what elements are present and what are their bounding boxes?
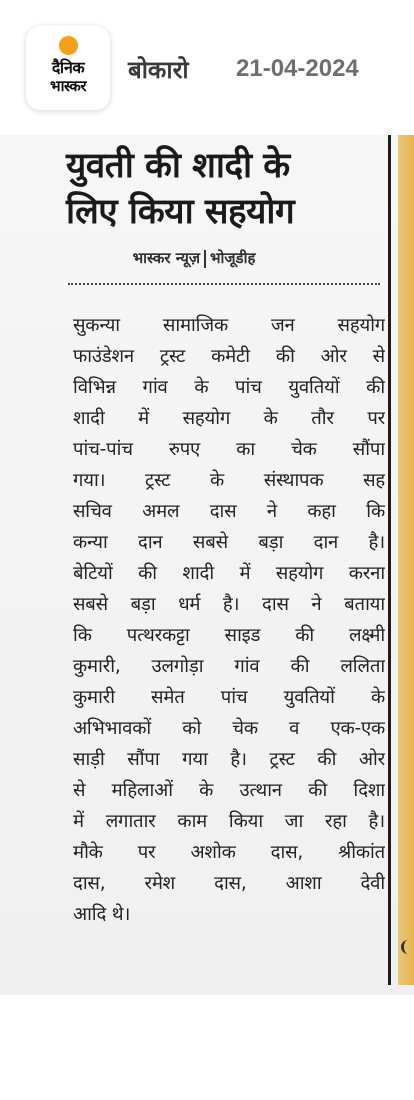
adjacent-column-glyph bbox=[401, 940, 414, 954]
body-line: कुमारी समेत पांच युवतियों के bbox=[73, 687, 385, 708]
byline-source: भास्कर न्यूज़ bbox=[132, 249, 200, 267]
body-line: कुमारी, उलगोड़ा गांव की ललिता bbox=[73, 656, 385, 677]
body-line: साड़ी सौंपा गया है। ट्रस्ट की ओर bbox=[73, 749, 385, 770]
dainik-bhaskar-logo[interactable] bbox=[26, 26, 110, 110]
logo-text-line2: भास्कर bbox=[50, 77, 86, 95]
body-line: पांच-पांच रुपए का चेक सौंपा bbox=[73, 439, 385, 460]
article-byline bbox=[0, 248, 388, 268]
body-line: विभिन्न गांव के पांच युवतियों की bbox=[73, 377, 385, 398]
body-line: से महिलाओं के उत्थान की दिशा bbox=[73, 780, 385, 801]
body-line: बेटियों की शादी में सहयोग करना bbox=[73, 563, 385, 584]
body-line: कन्या दान सबसे बड़ा दान है। bbox=[73, 532, 385, 553]
byline-rule bbox=[68, 283, 380, 285]
headline-line-1: युवती की शादी के bbox=[66, 146, 290, 186]
body-line: आदि थे। bbox=[73, 904, 131, 925]
headline-line-2: लिए किया सहयोग bbox=[66, 192, 295, 232]
logo-text-line1: दैनिक bbox=[51, 58, 85, 77]
body-line: अभिभावकों को चेक व एक-एक bbox=[73, 718, 385, 739]
column-divider bbox=[388, 135, 391, 985]
article-headline bbox=[66, 143, 386, 235]
body-line: सचिव अमल दास ने कहा कि bbox=[73, 501, 385, 522]
app-header bbox=[0, 0, 414, 135]
article-body bbox=[73, 310, 385, 930]
body-line: कि पत्थरकट्टा साइड की लक्ष्मी bbox=[73, 625, 385, 646]
sun-icon bbox=[59, 36, 78, 55]
body-line: शादी में सहयोग के तौर पर bbox=[73, 408, 385, 429]
body-line: फाउंडेशन ट्रस्ट कमेटी की ओर से bbox=[73, 346, 385, 367]
edition-city: बोकारो bbox=[128, 56, 189, 84]
body-line: मौके पर अशोक दास, श्रीकांत bbox=[73, 842, 385, 863]
byline-place: भोजूडीह bbox=[209, 249, 256, 267]
body-line: दास, रमेश दास, आशा देवी bbox=[73, 873, 385, 894]
byline-separator bbox=[204, 250, 206, 268]
body-line: सुकन्या सामाजिक जन सहयोग bbox=[73, 315, 385, 336]
body-line: गया। ट्रस्ट के संस्थापक सह bbox=[73, 470, 385, 491]
edition-date: 21-04-2024 bbox=[236, 55, 359, 82]
adjacent-column-strip bbox=[398, 135, 414, 985]
body-line: सबसे बड़ा धर्म है। दास ने बताया bbox=[73, 594, 385, 615]
body-line: में लगातार काम किया जा रहा है। bbox=[73, 811, 385, 832]
